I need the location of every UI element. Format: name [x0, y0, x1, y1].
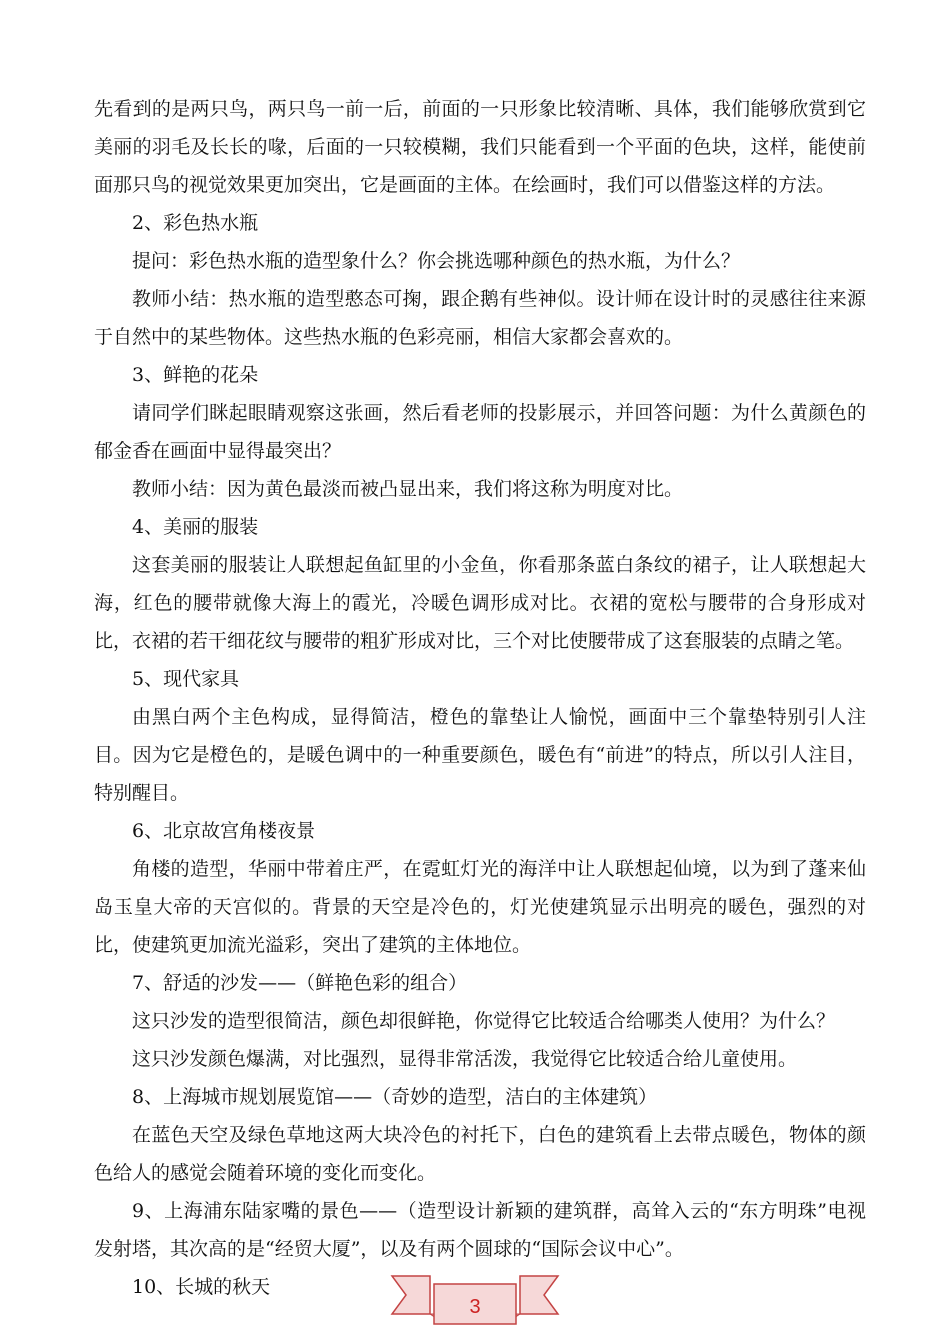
page-footer [390, 1270, 560, 1330]
section-heading: 7、舒适的沙发——（鲜艳色彩的组合） [132, 972, 468, 994]
paragraph: 这只沙发颜色爆满，对比强烈，显得非常活泼，我觉得它比较适合给儿童使用。 [132, 1048, 798, 1070]
paragraph: 教师小结：热水瓶的造型憨态可掬，跟企鹅有些神似。设计师在设计时的灵感往往来源于自然中的某些物体。这些热水瓶的色彩亮丽，相信大家都会喜欢的。 [94, 288, 866, 348]
paragraph: 由黑白两个主色构成，显得简洁，橙色的靠垫让人愉悦，画面中三个靠垫特别引人注目。因为它是橙色的，是暖色调中的一种重要颜色，暖色有“前进”的特点，所以引人注目，特别醒目。 [94, 706, 866, 804]
section-heading: 10、长城的秋天 [132, 1276, 271, 1298]
section-heading: 6、北京故宫角楼夜景 [132, 820, 316, 842]
paragraph: 先看到的是两只鸟，两只鸟一前一后，前面的一只形象比较清晰、具体，我们能够欣赏到它美丽的羽毛及长长的喙，后面的一只较模糊，我们只能看到一个平面的色块，这样，能使前面那只鸟的视觉效果更加突出，它是画面的主体。在绘画时，我们可以借鉴这样的方法。 [94, 98, 866, 196]
section-heading: 2、彩色热水瓶 [132, 212, 259, 234]
page-number: 3 [469, 1295, 481, 1318]
document-body [94, 90, 866, 1306]
paragraph: 角楼的造型，华丽中带着庄严，在霓虹灯光的海洋中让人联想起仙境，以为到了蓬来仙岛玉皇大帝的天宫似的。背景的天空是冷色的，灯光使建筑显示出明亮的暖色，强烈的对比，使建筑更加流光溢彩，突出了建筑的主体地位。 [94, 858, 866, 956]
paragraph: 提问：彩色热水瓶的造型象什么？你会挑选哪种颜色的热水瓶，为什么？ [132, 250, 741, 272]
paragraph: 9、上海浦东陆家嘴的景色——（造型设计新颖的建筑群，高耸入云的“东方明珠”电视发射塔，其次高的是“经贸大厦”，以及有两个圆球的“国际会议中心”。 [94, 1200, 866, 1260]
paragraph: 请同学们眯起眼睛观察这张画，然后看老师的投影展示，并回答问题：为什么黄颜色的郁金香在画面中显得最突出？ [94, 402, 866, 462]
section-heading: 8、上海城市规划展览馆——（奇妙的造型，洁白的主体建筑） [132, 1086, 658, 1108]
section-heading: 3、鲜艳的花朵 [132, 364, 259, 386]
paragraph: 这只沙发的造型很简洁，颜色却很鲜艳，你觉得它比较适合给哪类人使用？为什么？ [132, 1010, 836, 1032]
paragraph: 这套美丽的服装让人联想起鱼缸里的小金鱼，你看那条蓝白条纹的裙子，让人联想起大海，红色的腰带就像大海上的霞光，冷暖色调形成对比。衣裙的宽松与腰带的合身形成对比，衣裙的若干细花纹与腰带的粗犷形成对比，三个对比使腰带成了这套服装的点睛之笔。 [94, 554, 866, 652]
section-heading: 4、美丽的服装 [132, 516, 259, 538]
section-heading: 5、现代家具 [132, 668, 240, 690]
paragraph: 在蓝色天空及绿色草地这两大块冷色的衬托下，白色的建筑看上去带点暖色，物体的颜色给人的感觉会随着环境的变化而变化。 [94, 1124, 866, 1184]
paragraph: 教师小结：因为黄色最淡而被凸显出来，我们将这称为明度对比。 [132, 478, 684, 500]
